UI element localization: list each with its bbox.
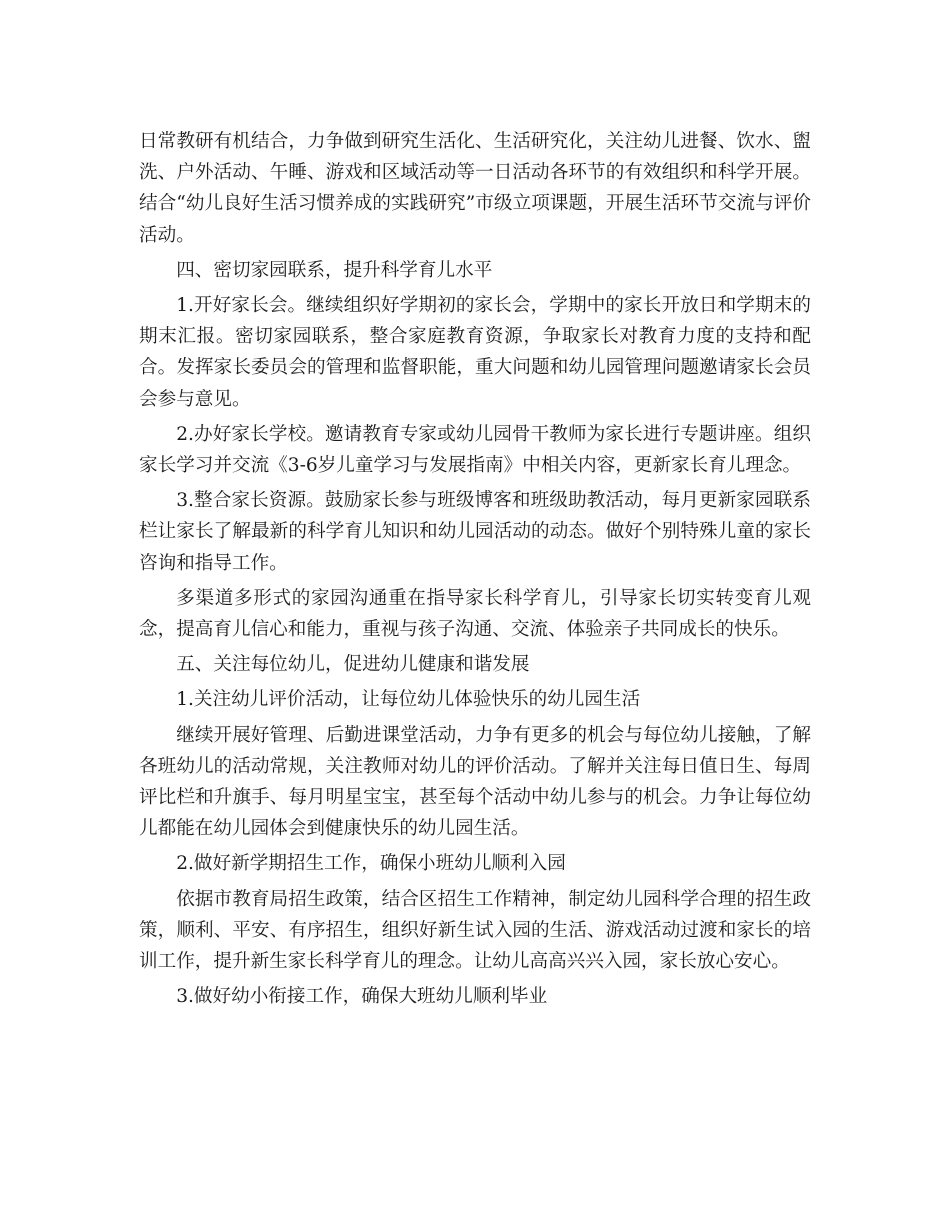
- subheading-5-2: 2.做好新学期招生工作，确保小班幼儿顺利入园: [176, 853, 566, 875]
- subheading-5-1: 1.关注幼儿评价活动，让每位幼儿体验快乐的幼儿园生活: [176, 689, 641, 711]
- paragraph-5: 3.整合家长资源。鼓励家长参与班级博客和班级助教活动，每月更新家园联系栏让家长了解最新的科学育儿知识和幼儿园活动的动态。做好个别特殊儿童的家长咨询和指导工作。: [139, 490, 811, 574]
- document-body: [139, 126, 811, 1016]
- paragraph-6: 多渠道多形式的家园沟通重在指导家长科学育儿，引导家长切实转变育儿观念，提高育儿信心和能力，重视与孩子沟通、交流、体验亲子共同成长的快乐。: [139, 587, 811, 641]
- paragraph-9: 继续开展好管理、后勤进课堂活动，力争有更多的机会与每位幼儿接触，了解各班幼儿的活动常规，关注教师对幼儿的评价活动。了解并关注每日值日生、每周评比栏和升旗手、每月明星宝宝，甚至每个活动中幼儿参与的机会。力争让每位幼儿都能在幼儿园体会到健康快乐的幼儿园生活。: [139, 724, 811, 840]
- paragraph-11: 依据市教育局招生政策，结合区招生工作精神，制定幼儿园科学合理的招生政策，顺利、平安、有序招生，组织好新生试入园的生活、游戏活动过渡和家长的培训工作，提升新生家长科学育儿的理念。让幼儿高高兴兴入园，家长放心安心。: [139, 888, 811, 973]
- paragraph-3: 1.开好家长会。继续组织好学期初的家长会，学期中的家长开放日和学期末的期末汇报。密切家园联系，整合家庭教育资源，争取家长对教育力度的支持和配合。发挥家长委员会的管理和监督职能，重大问题和幼儿园管理问题邀请家长会员会参与意见。: [139, 295, 811, 410]
- section-heading-5: 五、关注每位幼儿，促进幼儿健康和谐发展: [176, 654, 530, 676]
- paragraph-4: 2.办好家长学校。邀请教育专家或幼儿园骨干教师为家长进行专题讲座。组织家长学习并交流《3-6岁儿童学习与发展指南》中相关内容，更新家长育儿理念。: [139, 423, 811, 477]
- subheading-5-3: 3.做好幼小衔接工作，确保大班幼儿顺利毕业: [176, 986, 548, 1008]
- section-heading-4: 四、密切家园联系，提升科学育儿水平: [176, 259, 493, 281]
- paragraph-1: 日常教研有机结合，力争做到研究生活化、生活研究化，关注幼儿进餐、饮水、盥洗、户外活动、午睡、游戏和区域活动等一日活动各环节的有效组织和科学开展。结合“幼儿良好生活习惯养成的实践研究”市级立项课题，开展生活环节交流与评价活动。: [139, 131, 811, 246]
